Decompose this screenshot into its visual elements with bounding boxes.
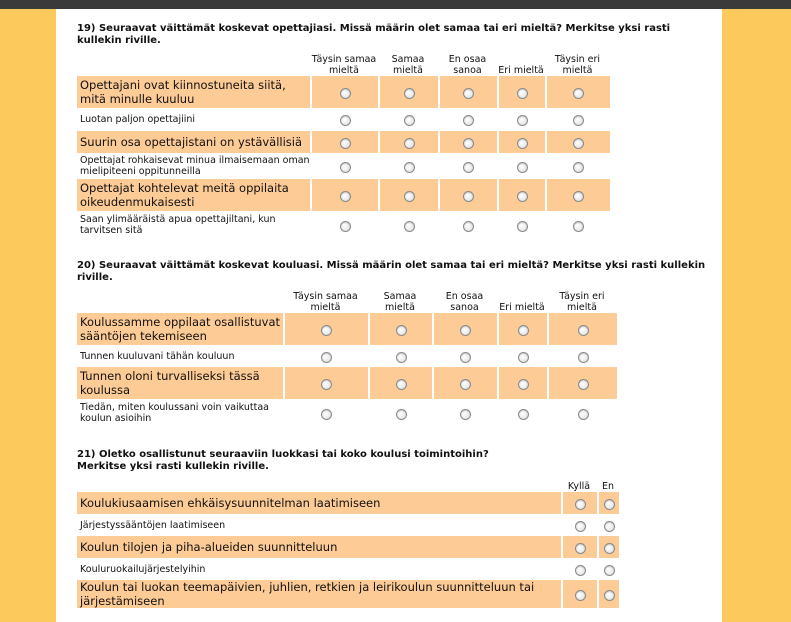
q21-header-option: Kyllä — [567, 481, 591, 492]
radio-button[interactable] — [578, 325, 589, 336]
q21-row — [77, 536, 619, 558]
q21-row-label: Koulun tilojen ja piha-alueiden suunnitteluun — [77, 536, 561, 558]
q20-row — [77, 367, 617, 399]
radio-button[interactable] — [404, 221, 415, 232]
q19-row — [77, 76, 610, 108]
q20-header-option: Täysin samaa mieltä — [293, 291, 358, 313]
radio-button[interactable] — [321, 379, 332, 390]
radio-button[interactable] — [396, 409, 407, 420]
radio-button[interactable] — [460, 325, 471, 336]
q19-row — [77, 179, 610, 211]
radio-button[interactable] — [463, 115, 474, 126]
radio-button[interactable] — [604, 565, 615, 576]
radio-button[interactable] — [340, 191, 351, 202]
radio-button[interactable] — [578, 409, 589, 420]
q21-row — [77, 514, 619, 536]
radio-button[interactable] — [578, 352, 589, 363]
radio-button[interactable] — [575, 543, 586, 554]
q19-row-label: Suurin osa opettajistani on ystävällisiä — [77, 131, 310, 153]
radio-button[interactable] — [573, 221, 584, 232]
radio-button[interactable] — [517, 162, 528, 173]
radio-button[interactable] — [575, 521, 586, 532]
q20-row — [77, 313, 617, 345]
radio-button[interactable] — [404, 138, 415, 149]
q20-header-option: En osaa sanoa — [445, 291, 484, 313]
q19-row — [77, 131, 610, 153]
radio-button[interactable] — [573, 162, 584, 173]
radio-button[interactable] — [604, 499, 615, 510]
radio-button[interactable] — [604, 590, 615, 601]
q21-row-label: Järjestyssääntöjen laatimiseen — [80, 519, 226, 531]
radio-button[interactable] — [573, 115, 584, 126]
radio-button[interactable] — [404, 191, 415, 202]
q20-header-option: Eri mieltä — [499, 302, 545, 313]
q19-row-label: Opettajat kohtelevat meitä oppilaita oikeudenmukaisesti — [77, 179, 310, 211]
radio-button[interactable] — [321, 352, 332, 363]
radio-button[interactable] — [404, 115, 415, 126]
radio-button[interactable] — [340, 115, 351, 126]
radio-button[interactable] — [575, 590, 586, 601]
q20-row — [77, 399, 617, 427]
q19-title: 19) Seuraavat väittämät koskevat opettajiasi. Missä määrin olet samaa tai eri mieltä? Merkitse yksi rasti kullekin riville. — [77, 23, 671, 46]
q19-row — [77, 153, 610, 179]
radio-button[interactable] — [460, 409, 471, 420]
q21-row — [77, 580, 619, 608]
q20-header-option: Täysin eri mieltä — [559, 291, 605, 313]
radio-button[interactable] — [517, 115, 528, 126]
radio-button[interactable] — [518, 352, 529, 363]
q20-row-label: Tunnen oloni turvalliseksi tässä koulussa — [77, 367, 283, 399]
radio-button[interactable] — [463, 162, 474, 173]
q21-row-label: Kouluruokailujärjestelyihin — [80, 563, 206, 575]
q19-row-label: Opettajat rohkaisevat minua ilmaisemaan oman mielipiteeni oppitunneilla — [80, 155, 310, 177]
q20-header-option: Samaa mieltä — [383, 291, 417, 313]
radio-button[interactable] — [340, 162, 351, 173]
radio-button[interactable] — [575, 565, 586, 576]
radio-button[interactable] — [517, 191, 528, 202]
radio-button[interactable] — [518, 325, 529, 336]
q20-row-label: Tunnen kuuluvani tähän kouluun — [80, 350, 235, 362]
q19-row — [77, 211, 610, 239]
q20-title: 20) Seuraavat väittämät koskevat kouluasi. Missä määrin olet samaa tai eri mieltä? Merkitse yksi rasti kullekin riville. — [77, 260, 706, 283]
radio-button[interactable] — [604, 521, 615, 532]
q20-row-label: Tiedän, miten koulussani voin vaikuttaa koulun asioihin — [80, 402, 269, 424]
radio-button[interactable] — [463, 191, 474, 202]
q19-row-label: Saan ylimääräistä apua opettajiltani, kun tarvitsen sitä — [80, 214, 276, 236]
q21-title: 21) Oletko osallistunut seuraaviin luokkasi tai koko koulusi toimintoihin? Merkitse yksi rasti kullekin riville. — [77, 449, 489, 472]
q19-matrix — [77, 51, 610, 239]
radio-button[interactable] — [517, 221, 528, 232]
q19-header-option: Samaa mieltä — [391, 54, 425, 76]
survey-panel — [56, 9, 722, 622]
radio-button[interactable] — [517, 138, 528, 149]
radio-button[interactable] — [575, 499, 586, 510]
q20-matrix — [77, 288, 617, 427]
radio-button[interactable] — [321, 409, 332, 420]
radio-button[interactable] — [321, 325, 332, 336]
q21-row — [77, 492, 619, 514]
radio-button[interactable] — [518, 409, 529, 420]
q19-header-option: Eri mieltä — [498, 65, 544, 76]
radio-button[interactable] — [396, 325, 407, 336]
q21-row — [77, 558, 619, 580]
radio-button[interactable] — [573, 138, 584, 149]
q19-header-option: En osaa sanoa — [448, 54, 487, 76]
radio-button[interactable] — [396, 379, 407, 390]
radio-button[interactable] — [396, 352, 407, 363]
q21-header-option: En — [601, 481, 615, 492]
q19-header-option: Täysin samaa mieltä — [311, 54, 377, 76]
radio-button[interactable] — [518, 379, 529, 390]
radio-button[interactable] — [517, 88, 528, 99]
q19-header-option: Täysin eri mieltä — [554, 54, 601, 76]
q21-matrix — [77, 478, 619, 608]
q20-row — [77, 345, 617, 367]
radio-button[interactable] — [463, 138, 474, 149]
q19-row-label: Opettajani ovat kiinnostuneita siitä, mitä minulle kuuluu — [77, 76, 310, 108]
radio-button[interactable] — [340, 221, 351, 232]
radio-button[interactable] — [573, 191, 584, 202]
top-bar — [0, 0, 791, 9]
radio-button[interactable] — [573, 88, 584, 99]
radio-button[interactable] — [340, 88, 351, 99]
q20-row-label: Koulussamme oppilaat osallistuvat sääntöjen tekemiseen — [77, 313, 283, 345]
q19-row — [77, 108, 610, 131]
radio-button[interactable] — [463, 88, 474, 99]
radio-button[interactable] — [340, 138, 351, 149]
q21-row-label: Koulun tai luokan teemapäivien, juhlien, retkien ja leirikoulun suunnitteluun tai järjestämiseen — [77, 580, 561, 608]
radio-button[interactable] — [604, 543, 615, 554]
radio-button[interactable] — [578, 379, 589, 390]
radio-button[interactable] — [404, 88, 415, 99]
radio-button[interactable] — [460, 352, 471, 363]
radio-button[interactable] — [463, 221, 474, 232]
radio-button[interactable] — [460, 379, 471, 390]
q19-row-label: Luotan paljon opettajiini — [80, 114, 196, 125]
q21-row-label: Koulukiusaamisen ehkäisysuunnitelman laatimiseen — [77, 492, 561, 514]
radio-button[interactable] — [404, 162, 415, 173]
